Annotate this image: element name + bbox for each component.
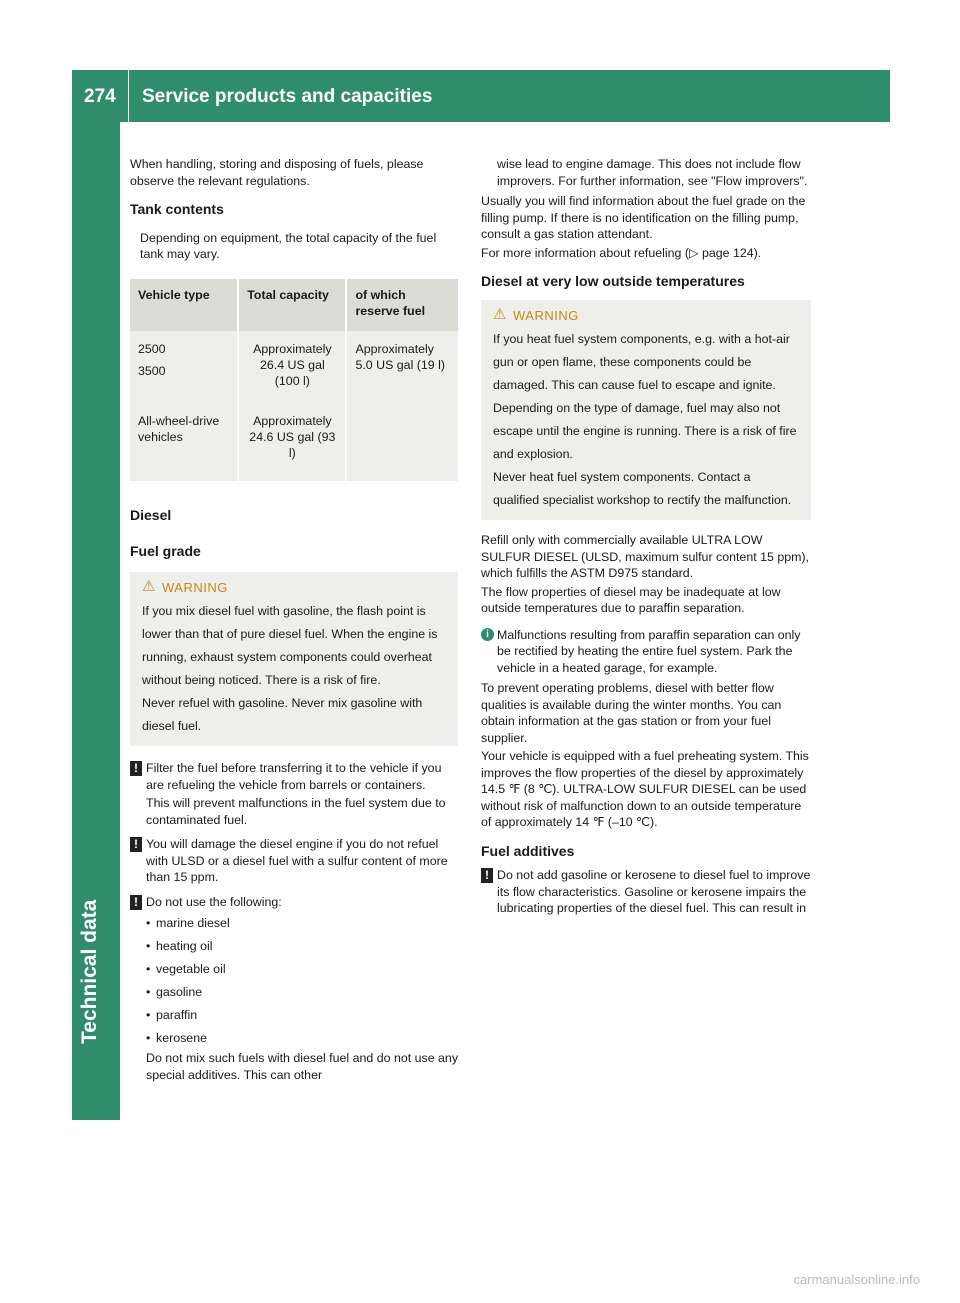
list-item: • kerosene — [146, 1027, 458, 1050]
warning-box-heating — [481, 300, 811, 521]
note-ulsd — [130, 836, 458, 886]
col-header-reserve-fuel: of which reserve fuel — [346, 279, 458, 331]
tank-contents-heading: Tank contents — [130, 201, 224, 217]
table-cell-reserve: Approximately 5.0 US gal (19 l) — [346, 331, 458, 481]
note-do-not-use — [130, 894, 458, 911]
table-header-row — [130, 279, 458, 331]
warning-label: WARNING — [513, 307, 579, 323]
cold-temperatures-heading: Diesel at very low outside temperatures — [481, 273, 745, 289]
exclamation-icon: ! — [130, 895, 142, 910]
col-header-vehicle-type: Vehicle type — [130, 279, 238, 331]
preheating-text: Your vehicle is equipped with a fuel preheating system. This improves the flow properties of the diesel by approximately 14.5 ℉ (8 ℃). ULTRA-LOW SULFUR DIESEL can be used without risk of malfunction down to an outside temperature of approximately 14 ℉ (–10 ℃). — [481, 749, 809, 829]
left-column — [130, 156, 458, 1083]
exclamation-icon: ! — [130, 761, 142, 776]
forbidden-fuels-list — [130, 912, 458, 1050]
note-text: Do not use the following: — [146, 894, 282, 909]
page-number: 274 — [84, 86, 116, 107]
warning-box-mixing — [130, 572, 458, 747]
right-column — [481, 156, 811, 917]
refill-text: Refill only with commercially available ULTRA LOW SULFUR DIESEL (ULSD, maximum sulfur content 15 ppm), which fulfills the ASTM D975 standard. — [481, 533, 809, 580]
vehicle-type-2500: 2500 — [138, 341, 166, 356]
note-filter-fuel — [130, 760, 458, 828]
info-icon: i — [481, 628, 494, 641]
table-cell-total: Approximately 24.6 US gal (93 l) — [238, 399, 346, 481]
list-item: • paraffin — [146, 1004, 458, 1027]
warning-triangle-icon: ⚠ — [493, 305, 507, 323]
winter-diesel-text: To prevent operating problems, diesel with better flow qualities is available during the winter months. You can obtain information at the gas station or from your fuel supplier. — [481, 681, 782, 745]
warning-text: Never heat fuel system components. Contact a qualified specialist workshop to rectify the malfunction. — [493, 470, 792, 507]
capacity-table-wrap — [130, 279, 458, 481]
note-text: This will prevent malfunctions in the fuel system due to contaminated fuel. — [146, 796, 446, 827]
section-label: Technical data — [78, 899, 101, 1044]
note-text: Do not add gasoline or kerosene to diesel fuel to improve its flow characteristics. Gasoline or kerosene impairs the lubricating properties of the diesel fuel. This can result in — [497, 868, 811, 915]
vehicle-type-3500: 3500 — [138, 363, 166, 378]
warning-label: WARNING — [162, 579, 228, 595]
warning-header — [142, 577, 446, 597]
list-item: • marine diesel — [146, 912, 458, 935]
col-header-total-capacity: Total capacity — [238, 279, 346, 331]
list-item: • heating oil — [146, 935, 458, 958]
note-text: Filter the fuel before transferring it to the vehicle if you are refueling the vehicle from barrels or containers. — [146, 761, 442, 792]
page-title: Service products and capacities — [142, 86, 433, 107]
warning-text: Never refuel with gasoline. Never mix gasoline with diesel fuel. — [142, 696, 423, 733]
list-item: • gasoline — [146, 981, 458, 1004]
warning-header — [493, 305, 799, 325]
after-list-text: Do not mix such fuels with diesel fuel and do not use any special additives. This can other — [146, 1051, 459, 1082]
refuel-reference: For more information about refueling (▷ page 124). — [481, 245, 762, 260]
diesel-heading: Diesel — [130, 506, 172, 523]
table-cell-vehicle-type: All-wheel-drive vehicles — [130, 399, 238, 481]
note-text: You will damage the diesel engine if you do not refuel with ULSD or a diesel fuel with a sulfur content of more than 15 ppm. — [146, 837, 448, 884]
info-paraffin — [481, 627, 811, 677]
table-cell-total: Approximately 26.4 US gal (100 l) — [238, 331, 346, 399]
page-header — [72, 70, 890, 122]
table-cell-vehicle-type — [130, 331, 238, 399]
continued-text: wise lead to engine damage. This does not include flow improvers. For further information, see "Flow improvers". — [497, 157, 808, 188]
list-item: • vegetable oil — [146, 958, 458, 981]
flow-properties-text: The flow properties of diesel may be inadequate at low outside temperatures due to paraffin separation. — [481, 584, 781, 615]
warning-text: If you mix diesel fuel with gasoline, the flash point is lower than that of pure diesel fuel. When the engine is running, exhaust system components could overheat without being noticed. There is a risk of fire. — [142, 604, 438, 687]
section-sidebar — [72, 122, 120, 1120]
table-row — [130, 331, 458, 399]
fuel-grade-info: Usually you will find information about the fuel grade on the filling pump. If there is no identification on the filling pump, consult a gas station attendant. — [481, 194, 806, 241]
fuel-grade-heading: Fuel grade — [130, 543, 201, 559]
warning-text: If you heat fuel system components, e.g. with a hot-air gun or open flame, these components could be damaged. This can cause fuel to escape and ignite. Depending on the type of damage, fuel may also not escape until the engine is running. There is a risk of fire and explosion. — [493, 332, 797, 461]
warning-triangle-icon: ⚠ — [142, 577, 156, 595]
fuel-additives-heading: Fuel additives — [481, 842, 575, 859]
intro-text: When handling, storing and disposing of fuels, please observe the relevant regulations. — [130, 157, 424, 188]
note-additives — [481, 867, 811, 917]
info-text: Malfunctions resulting from paraffin separation can only be rectified by heating the entire fuel system. Park the vehicle in a heated garage, for example. — [497, 627, 801, 675]
tank-contents-text: Depending on equipment, the total capacity of the fuel tank may vary. — [140, 230, 437, 261]
header-divider — [128, 70, 129, 122]
exclamation-icon: ! — [130, 837, 142, 852]
exclamation-icon: ! — [481, 868, 493, 883]
watermark: carmanualsonline.info — [793, 1272, 920, 1287]
capacity-table — [130, 279, 458, 481]
